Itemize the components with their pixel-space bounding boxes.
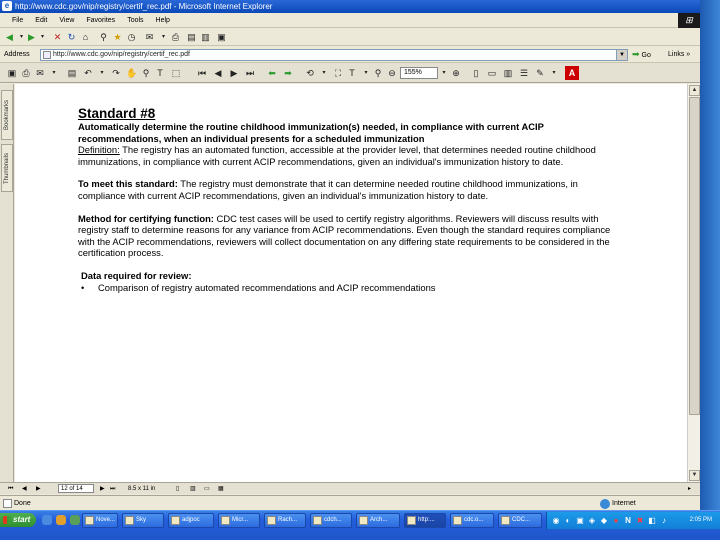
thumbnails-tab[interactable]: Thumbnails <box>1 144 13 192</box>
taskbar-button-10[interactable] <box>498 513 542 528</box>
meet-standard-label: To meet this standard: <box>78 178 178 190</box>
forward-icon[interactable]: ▶ <box>28 32 35 42</box>
meet-standard-paragraph <box>78 178 618 201</box>
page-done-icon <box>3 499 12 508</box>
taskbar-button-4[interactable] <box>218 513 260 528</box>
volume-icon[interactable]: ♪ <box>662 516 666 525</box>
pdf-toolbar <box>0 63 700 83</box>
messenger-icon[interactable]: ▣ <box>217 32 226 42</box>
undo-dropdown-icon[interactable]: ▾ <box>100 70 104 76</box>
data-required-heading: Data required for review: <box>81 269 192 281</box>
tray-icon-1[interactable]: ◉ <box>552 516 560 525</box>
tray-icon-5[interactable]: ◆ <box>600 516 608 525</box>
menu-help[interactable]: Help <box>155 17 170 24</box>
zoom-field[interactable] <box>400 67 438 79</box>
prev-page-status-icon[interactable]: ◀ <box>22 486 27 492</box>
title-bar[interactable] <box>0 0 700 13</box>
discuss-icon[interactable]: ▥ <box>201 32 210 42</box>
actual-size-icon[interactable]: ▯ <box>473 68 479 78</box>
definition-text: The registry has an automated function, accessible at the provider level, that determines needed routine childhood immunizations, in compliance with current ACIP recommendations, given an individual's immunization history to date. <box>78 144 596 167</box>
window-title: http://www.cdc.gov/nip/registry/certif_rec.pdf - Microsoft Internet Explorer <box>15 2 273 11</box>
text-dropdown-icon[interactable]: ▾ <box>364 70 368 76</box>
next-page-status-icon[interactable]: ▶ <box>36 486 41 492</box>
taskbar-button-3[interactable] <box>168 513 214 528</box>
menu-bar <box>0 13 700 28</box>
fit-page-icon[interactable]: ⛶ <box>334 68 342 78</box>
start-button[interactable] <box>0 513 36 527</box>
norton-icon[interactable]: N <box>625 516 631 525</box>
taskbar-button-8[interactable] <box>404 513 446 528</box>
select-text-icon[interactable]: T <box>157 68 163 78</box>
last-page-icon[interactable]: ⏭ <box>245 68 255 78</box>
taskbar-label: http:... <box>418 517 435 523</box>
taskbar-button-1[interactable] <box>82 513 118 528</box>
history-icon[interactable]: ◷ <box>127 32 136 42</box>
vertical-scrollbar[interactable] <box>687 84 700 494</box>
definition-label: Definition: <box>78 144 120 156</box>
definition-paragraph <box>78 144 618 167</box>
window-icon <box>125 516 134 525</box>
fit-width-icon[interactable]: ▭ <box>487 68 497 78</box>
ie-toolbar <box>0 29 700 46</box>
undo-icon[interactable]: ↶ <box>84 68 92 78</box>
taskbar-label: Sky <box>136 517 147 523</box>
stop-icon[interactable]: ✕ <box>53 32 62 42</box>
menu-tools[interactable]: Tools <box>127 17 144 24</box>
zoom-tool-icon[interactable]: ⚲ <box>142 68 150 78</box>
page-title: Standard #8 <box>78 106 156 121</box>
back-dropdown-icon[interactable]: ▾ <box>19 34 23 40</box>
address-bar <box>0 46 700 63</box>
email-icon[interactable]: ✉ <box>36 68 44 78</box>
next-page-status-icon-2[interactable]: ▶ <box>100 486 105 492</box>
menu-view[interactable]: View <box>59 17 75 24</box>
ie-status-bar <box>0 495 700 510</box>
redo-icon[interactable]: ↷ <box>112 68 120 78</box>
select-graphics-icon[interactable]: ⬚ <box>171 68 181 78</box>
tray-icon-8[interactable]: ✖ <box>636 516 644 525</box>
start-label: start <box>13 515 31 524</box>
tray-icon-3[interactable]: ▣ <box>576 516 584 525</box>
adobe-logo-icon[interactable]: A <box>565 66 579 80</box>
search-icon[interactable]: ⚲ <box>100 32 107 42</box>
page-indicator-text: 12 of 14 <box>61 486 83 492</box>
comment-dropdown-icon[interactable]: ▾ <box>552 70 556 76</box>
scroll-right-icon[interactable]: ▸ <box>688 486 692 492</box>
favorites-icon[interactable]: ★ <box>113 32 122 42</box>
menu-favorites[interactable]: Favorites <box>86 17 116 24</box>
taskbar-label: CDC... <box>512 517 530 523</box>
menu-edit[interactable]: Edit <box>35 17 48 24</box>
list-item <box>78 282 618 294</box>
desktop-quicklaunch-icon[interactable] <box>70 515 80 525</box>
address-url: http://www.cdc.gov/nip/registry/certif_rec.pdf <box>53 51 190 58</box>
window-icon <box>267 516 276 525</box>
print-icon[interactable]: ⎙ <box>171 32 180 42</box>
next-view-icon[interactable]: ➡ <box>284 68 292 78</box>
window-icon <box>501 516 510 525</box>
meet-standard-text: The registry must demonstrate that it can determine needed routine childhood immunizations, in compliance with current ACIP recommendations, given an individual's immunization history to date. <box>78 178 578 201</box>
folder-icon <box>171 516 180 525</box>
page-size: 8.5 x 11 in <box>128 486 156 492</box>
tray-icon-9[interactable]: ◧ <box>648 516 656 525</box>
status-text: Done <box>14 500 31 507</box>
edit-page-icon[interactable]: ▤ <box>187 32 196 42</box>
bullet-icon: • <box>81 281 85 293</box>
links-label: Links <box>668 51 685 58</box>
ie-icon: e <box>2 1 12 11</box>
zoom-out-icon[interactable]: ⊖ <box>388 68 396 78</box>
tray-icon-4[interactable]: ◈ <box>588 516 596 525</box>
method-text: CDC test cases will be used to certify registry algorithms. Reviewers will discuss results with registry staff to determine reasons for any variance from ACIP recommendations. Even though the standard requires compliance with the ACIP recommendations, reviewers will collect documentation on any differing state requirements to be considered in the certification process. <box>78 212 611 259</box>
method-paragraph <box>78 213 618 259</box>
hand-tool-icon[interactable]: ✋ <box>126 68 138 78</box>
ie-quicklaunch-icon[interactable] <box>42 515 52 525</box>
taskbar-label: cdc.o... <box>464 517 484 523</box>
address-input[interactable] <box>40 49 628 61</box>
taskbar <box>0 510 720 540</box>
clock: 2:05 PM <box>689 517 712 523</box>
rotate-dropdown-icon[interactable]: ▾ <box>322 70 326 76</box>
address-dropdown-icon[interactable]: ▼ <box>616 49 628 61</box>
taskbar-label: Micr... <box>232 517 248 523</box>
mail-dropdown-icon[interactable]: ▾ <box>161 34 165 40</box>
links-button[interactable]: Links » <box>668 51 691 58</box>
go-arrow-icon: ➡ <box>632 49 640 59</box>
taskbar-label: adjpoc <box>182 517 200 523</box>
save-icon[interactable]: ▣ <box>7 68 17 78</box>
taskbar-label: Arch... <box>370 517 388 523</box>
refresh-icon[interactable]: ↻ <box>67 32 76 42</box>
zoom-in-icon[interactable]: ⊕ <box>452 68 460 78</box>
outlook-quicklaunch-icon[interactable] <box>56 515 66 525</box>
find-icon[interactable]: ⚲ <box>374 68 382 78</box>
window-icon <box>359 516 368 525</box>
next-page-icon[interactable]: ▶ <box>230 68 238 78</box>
document-view[interactable] <box>15 84 687 494</box>
go-label: Go <box>641 52 651 59</box>
taskbar-button-9[interactable] <box>450 513 494 528</box>
pages-icon[interactable]: ▤ <box>67 68 77 78</box>
reflow-icon[interactable]: ☰ <box>519 68 529 78</box>
desktop-background <box>700 0 720 510</box>
menu-file[interactable]: File <box>12 17 24 24</box>
previous-page-icon[interactable]: ◀ <box>214 68 222 78</box>
method-label: Method for certifying function: <box>78 212 214 224</box>
text-tool-icon[interactable]: T <box>349 68 355 78</box>
taskbar-button-5[interactable] <box>264 513 306 528</box>
page-subtitle: Automatically determine the routine childhood immunization(s) needed, in compliance with current ACIP recommendations, when an individual presents for a scheduled immunization <box>78 121 544 144</box>
fit-visible-icon[interactable]: ▥ <box>503 68 513 78</box>
continuous-icon[interactable]: ▥ <box>190 486 196 492</box>
pdf-status-bar <box>0 482 700 494</box>
first-page-status-icon[interactable]: ⏮ <box>8 486 14 492</box>
taskbar-label: Nove... <box>96 517 116 523</box>
last-page-status-icon[interactable]: ⏭ <box>110 486 116 492</box>
list-item-text: Comparison of registry automated recommendations and ACIP recommendations <box>98 281 436 293</box>
mail-icon[interactable]: ✉ <box>145 32 154 42</box>
facing-icon[interactable]: ▭ <box>204 486 210 492</box>
continuous-facing-icon[interactable]: ▦ <box>218 486 224 492</box>
internet-globe-icon <box>600 499 610 509</box>
window-icon <box>313 516 322 525</box>
first-page-icon[interactable]: ⏮ <box>197 68 207 78</box>
scroll-thumb[interactable] <box>689 97 700 415</box>
ie-window-icon <box>407 516 416 525</box>
print-icon[interactable]: ⎙ <box>22 68 30 78</box>
windows-logo-icon: ⊞ <box>678 13 700 28</box>
zoom-dropdown-icon[interactable]: ▾ <box>442 70 446 76</box>
windows-flag-icon <box>3 516 11 524</box>
taskbar-button-6[interactable] <box>310 513 352 528</box>
system-tray <box>546 512 720 529</box>
address-label: Address <box>4 51 30 58</box>
window-icon <box>453 516 462 525</box>
taskbar-button-2[interactable] <box>122 513 164 528</box>
go-button[interactable] <box>632 46 662 64</box>
forward-dropdown-icon[interactable]: ▾ <box>40 34 44 40</box>
pdf-page <box>78 106 618 293</box>
taskbar-label: Rach... <box>278 517 298 523</box>
bookmarks-tab[interactable]: Bookmarks <box>1 90 13 140</box>
taskbar-label: cdch... <box>324 517 342 523</box>
security-zone: Internet <box>612 500 636 507</box>
comment-icon[interactable]: ✎ <box>536 68 544 78</box>
scroll-up-icon[interactable]: ▲ <box>689 85 700 96</box>
home-icon[interactable]: ⌂ <box>82 32 89 42</box>
tray-icon-6[interactable]: ● <box>613 516 619 525</box>
window-icon <box>221 516 230 525</box>
rotate-icon[interactable]: ⟲ <box>306 68 314 78</box>
tray-icon-2[interactable]: ◐ <box>565 516 571 525</box>
window-icon <box>85 516 94 525</box>
toolbar-dropdown-icon[interactable]: ▾ <box>52 70 56 76</box>
page-icon <box>43 51 51 59</box>
single-page-icon[interactable]: ▯ <box>176 486 180 492</box>
scroll-down-icon[interactable]: ▼ <box>689 470 700 481</box>
page-indicator[interactable] <box>58 484 94 493</box>
taskbar-button-7[interactable] <box>356 513 400 528</box>
previous-view-icon[interactable]: ⬅ <box>268 68 276 78</box>
navigation-pane <box>0 84 14 494</box>
back-icon[interactable]: ◀ <box>6 32 13 42</box>
zoom-value: 155% <box>404 69 422 76</box>
